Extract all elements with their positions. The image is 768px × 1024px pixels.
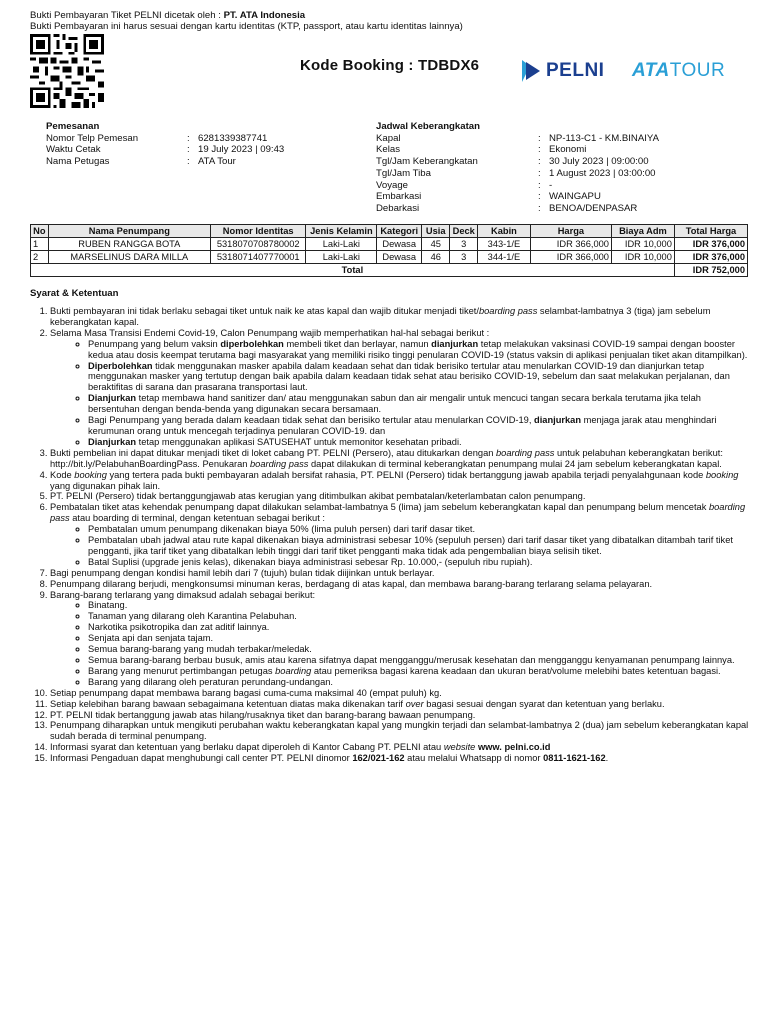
pemesanan-section <box>46 121 284 168</box>
pemesanan-row <box>46 133 284 145</box>
pemesanan-value: ATA Tour <box>198 156 236 168</box>
separator: : <box>538 202 541 214</box>
term-item: 8. Penumpang dilarang berjudi, mengkonsumsi minuman keras, berdagang di atas kapal, dan membawa barang-barang terlarang selama pelayaran. <box>50 579 750 590</box>
cell-admin-fee: IDR 10,000 <box>611 251 674 264</box>
total-label: Total <box>31 264 675 277</box>
cell-admin-fee: IDR 10,000 <box>611 238 674 251</box>
jadwal-value: WAINGAPU <box>549 191 601 203</box>
separator: : <box>538 156 541 168</box>
jadwal-section <box>376 121 659 215</box>
sub-term-item: ◦ Dianjurkan tetap membawa hand sanitizer dan/ atau menggunakan sabun dan air mengalir untuk mencuci tangan secara berkala terutama jika telah bersentuhan dengan benda-benda yang digunakan secara bersamaan. <box>88 393 750 415</box>
whatsapp-number: 0811-1621-162 <box>543 753 606 764</box>
term-item: 13. Penumpang diharapkan untuk mengikuti perubahan waktu keberangkatan kapal yang mungkin terjadi dan selambat-lambatnya 2 (dua) jam sebelum keberangkatan kapal sudah berada di terminal penumpang. <box>50 720 750 742</box>
table-row <box>31 251 748 264</box>
separator: : <box>538 191 541 203</box>
col-header-cabin: Kabin <box>478 225 531 238</box>
jadwal-row <box>376 168 659 180</box>
term-item: 14. Informasi syarat dan ketentuan yang berlaku dapat diperoleh di Kantor Cabang PT. PELNI atau website www. pelni.co.id <box>50 742 750 753</box>
term-item: 9. Barang-barang terlarang yang dimaksud adalah sebagai berikut: ◦ Binatang. ◦ Tanaman yang dilarang oleh Karantina Pelabuhan. ◦ Narkotika psikotropika dan zat aditif lainnya. ◦ Senjata api dan senjata tajam. ◦ Semua barang-barang yang mudah terbakar/meledak. ◦ Semua barang-barang berbau busuk, amis atau karena sifatnya dapat mengganggu/merusak kesehatan dan mengganggu kenyamanan penumpang lainnya. ◦ Barang yang menurut pertimbangan petugas boarding atau pemeriksa bagasi karena keadaan dan ukuran berat/volume melebihi bates ketentuan bagasi. ◦ Barang yang dilarang oleh peraturan perundang-undangan. <box>50 590 750 688</box>
cell-age: 45 <box>422 238 450 251</box>
sub-term-item: ◦ Barang yang menurut pertimbangan petugas boarding atau pemeriksa bagasi karena keadaan dan ukuran berat/volume melebihi bates ketentuan bagasi. <box>88 666 750 677</box>
booking-code: Kode Booking : TDBDX6 <box>300 57 480 74</box>
jadwal-row <box>376 133 659 145</box>
term-item: 15. Informasi Pengaduan dapat menghubungi call center PT. PELNI dinomor 162/021-162 atau melalui Whatsapp di nomor 0811-1621-162. <box>50 753 750 764</box>
jadwal-value: Ekonomi <box>549 144 587 156</box>
passenger-table <box>30 224 748 277</box>
printed-by-company: PT. ATA Indonesia <box>223 10 306 21</box>
cell-gender: Laki-Laki <box>306 238 377 251</box>
sub-term-item: ◦ Tanaman yang dilarang oleh Karantina Pelabuhan. <box>88 611 750 622</box>
sub-term-item: ◦ Bagi Penumpang yang berada dalam keadaan tidak sehat dan berisiko tertular atau menularkan COVID-19, dianjurkan menjaga jarak atau menghindari kerumunan orang untuk mencegah terjadinya penularan COVID-19. dan <box>88 415 750 437</box>
term-item: 10. Setiap penumpang dapat membawa barang bagasi cuma-cuma maksimal 40 (empat puluh) kg. <box>50 688 750 699</box>
col-header-name: Nama Penumpang <box>48 225 210 238</box>
cell-name: MARSELINUS DARA MILLA <box>48 251 210 264</box>
jadwal-value: - <box>549 179 553 191</box>
pemesanan-label: Nama Petugas <box>46 156 110 168</box>
separator: : <box>538 144 541 156</box>
sub-term-item: ◦ Pembatalan umum penumpang dikenakan biaya 50% (lima puluh persen) dari tarif dasar tiket. <box>88 524 750 535</box>
pemesanan-value: 6281339387741 <box>198 132 268 144</box>
sub-term-item: ◦ Batal Suplisi (upgrade jenis kelas), dikenakan biaya administrasi sebesar Rp. 10.000,- (sepuluh ribu rupiah). <box>88 557 750 568</box>
jadwal-label: Kelas <box>376 144 400 156</box>
term-item: 7. Bagi penumpang dengan kondisi hamil lebih dari 7 (tujuh) bulan tidak diijinkan untuk berlayar. <box>50 568 750 579</box>
pelni-emblem-icon <box>520 58 542 84</box>
ata-logo-text: ATA <box>632 60 670 81</box>
term-item: 12. PT. PELNI tidak bertanggung jawab atas hilang/rusaknya tiket dan barang-barang bawaan penumpang. <box>50 710 750 721</box>
cell-deck: 3 <box>450 251 478 264</box>
jadwal-row <box>376 203 659 215</box>
jadwal-value: BENOA/DENPASAR <box>549 202 638 214</box>
jadwal-row <box>376 144 659 156</box>
pemesanan-title: Pemesanan <box>46 121 100 132</box>
sub-term-item: ◦ Barang yang dilarang oleh peraturan perundang-undangan. <box>88 677 750 688</box>
jadwal-row <box>376 180 659 192</box>
pemesanan-label: Waktu Cetak <box>46 144 101 156</box>
separator: : <box>538 167 541 179</box>
jadwal-row <box>376 156 659 168</box>
jadwal-row <box>376 191 659 203</box>
cell-name: RUBEN RANGGA BOTA <box>48 238 210 251</box>
qr-code <box>30 34 104 108</box>
cell-category: Dewasa <box>377 238 422 251</box>
total-value: IDR 752,000 <box>674 264 747 277</box>
call-center-number: 162/021-162 <box>352 753 405 764</box>
col-header-price: Harga <box>530 225 611 238</box>
cell-id: 5318070708780002 <box>211 238 306 251</box>
table-header-row <box>31 225 748 238</box>
table-row <box>31 238 748 251</box>
cell-cabin: 344-1/E <box>478 251 531 264</box>
jadwal-label: Kapal <box>376 132 401 144</box>
table-total-row <box>31 264 748 277</box>
cell-id: 5318071407770001 <box>211 251 306 264</box>
term-item: 5. PT. PELNI (Persero) tidak bertanggungjawab atas kerugian yang ditimbulkan akibat pembatalan/keterlambatan calon penumpang. <box>50 491 750 502</box>
term-item: 2. Selama Masa Transisi Endemi Covid-19, Calon Penumpang wajib memperhatikan hal-hal sebagai berikut : ◦ Penumpang yang belum vaksin diperbolehkan membeli tiket dan berlayar, namun dianjurkan tetap melakukan vaksinasi COVID-19 sampai dengan booster kedua atau dosis keempat terutama bagi masyarakat yang memiliki risiko tinggi penularan COVID-19 (status vaksin di aplikasi penjualan tiket akan ditampilkan). ◦ Diperbolehkan tidak menggunakan masker apabila dalam keadaan sehat dan tidak berisiko tertular atau menularkan COVID-19 dan dianjurkan tetap menggunakan masker yang tertutup dengan baik apabila dalam keadaan tidak sehat atau berisiko COVID-19, sebelum dan saat melakukan perjalanan, dan beraktifitas di sarana dan prasarana transportasi laut. ◦ Dianjurkan tetap membawa hand sanitizer dan/ atau menggunakan sabun dan air mengalir untuk mencuci tangan secara berkala terutama jika telah bersentuhan dengan benda-benda yang digunakan secara bersamaan. ◦ Bagi Penumpang yang berada dalam keadaan tidak sehat dan berisiko tertular atau menularkan COVID-19, dianjurkan menjaga jarak atau menghindari kerumunan orang untuk mencegah terjadinya penularan COVID-19. dan ◦ Dianjurkan tetap menggunakan aplikasi SATUSEHAT untuk memonitor kesehatan pribadi. <box>50 328 750 448</box>
sub-term-item: ◦ Semua barang-barang berbau busuk, amis atau karena sifatnya dapat mengganggu/merusak kesehatan dan mengganggu kenyamanan penumpang lainnya. <box>88 655 750 666</box>
term-item: 3. Bukti pembelian ini dapat ditukar menjadi tiket di loket cabang PT. PELNI (Persero), atau ditukarkan dengan boarding pass untuk pelabuhan keberangkatan berikut: http://bit.ly/PelabuhanBoardingPass. Penukaran boarding pass dapat dilakukan di terminal keberangkatan penumpang mulai 24 jam sebelum keberangkatan kapal. <box>50 448 750 470</box>
sub-term-item: ◦ Dianjurkan tetap menggunakan aplikasi SATUSEHAT untuk memonitor kesehatan pribadi. <box>88 437 750 448</box>
sub-term-item: ◦ Penumpang yang belum vaksin diperbolehkan membeli tiket dan berlayar, namun dianjurkan tetap melakukan vaksinasi COVID-19 sampai dengan booster kedua atau dosis keempat terutama bagi masyarakat yang memiliki risiko tinggi penularan COVID-19 (status vaksin di aplikasi penjualan tiket akan ditampilkan). <box>88 339 750 361</box>
sub-term-item: ◦ Binatang. <box>88 600 750 611</box>
cell-age: 46 <box>422 251 450 264</box>
jadwal-label: Voyage <box>376 179 409 191</box>
cell-total: IDR 376,000 <box>674 238 747 251</box>
jadwal-label: Tgl/Jam Tiba <box>376 167 431 179</box>
jadwal-value: NP-113-C1 - KM.BINAIYA <box>549 132 659 144</box>
term-item: 4. Kode booking yang tertera pada bukti pembayaran adalah bersifat rahasia, PT. PELNI (Persero) tidak bertanggung jawab apabila terjadi penyalahgunaan kode booking yang digunakan pihak lain. <box>50 470 750 492</box>
jadwal-value: 1 August 2023 | 03:00:00 <box>549 167 656 179</box>
pelni-logo <box>520 56 604 86</box>
col-header-admin-fee: Biaya Adm <box>611 225 674 238</box>
cell-cabin: 343-1/E <box>478 238 531 251</box>
sub-term-item: ◦ Semua barang-barang yang mudah terbakar/meledak. <box>88 644 750 655</box>
jadwal-label: Tgl/Jam Keberangkatan <box>376 156 478 168</box>
separator: : <box>538 179 541 191</box>
cell-no: 2 <box>31 251 49 264</box>
terms-title: Syarat & Ketentuan <box>30 288 119 299</box>
separator: : <box>187 132 190 144</box>
pemesanan-row <box>46 144 284 156</box>
term-item: 6. Pembatalan tiket atas kehendak penumpang dapat dilakukan selambat-lambatnya 5 (lima) jam sebelum keberangkatan kapal dan penumpang belum mencetak boarding pass atau boarding di terminal, dengan ketentuan sebagai berikut : ◦ Pembatalan umum penumpang dikenakan biaya 50% (lima puluh persen) dari tarif dasar tiket. ◦ Pembatalan ubah jadwal atau rute kapal dikenakan biaya administrasi sebesar 10% (sepuluh persen) dari tarif dasar tiket yang dibatalkan ditambah tarif tiket pengganti, jika tarif tiket yang dibatalkan lebih tinggi dari tarif tiket pengganti maka tidak ada pengembalian biaya selisih tiket. ◦ Batal Suplisi (upgrade jenis kelas), dikenakan biaya administrasi sebesar Rp. 10.000,- (sepuluh ribu rupiah). <box>50 502 750 567</box>
pelni-logo-text: PELNI <box>546 60 605 81</box>
ata-tour-logo <box>632 60 725 82</box>
cell-deck: 3 <box>450 238 478 251</box>
sub-term-item: ◦ Pembatalan ubah jadwal atau rute kapal dikenakan biaya administrasi sebesar 10% (sepuluh persen) dari tarif dasar tiket yang dibatalkan ditambah tarif tiket pengganti, jika tarif tiket yang dibatalkan lebih tinggi dari tarif tiket pengganti maka tidak ada pengembalian biaya selisih tiket. <box>88 535 750 557</box>
jadwal-title: Jadwal Keberangkatan <box>376 121 480 132</box>
separator: : <box>187 144 190 156</box>
tour-logo-text: TOUR <box>669 60 726 81</box>
sub-term-item: ◦ Diperbolehkan tidak menggunakan masker apabila dalam keadaan sehat dan tidak berisiko tertular atau menularkan COVID-19 dan dianjurkan tetap menggunakan masker yang tertutup dengan baik apabila dalam keadaan tidak sehat atau berisiko COVID-19, sebelum dan saat melakukan perjalanan, dan beraktifitas di sarana dan prasarana transportasi laut. <box>88 361 750 394</box>
pelni-website-link: www. pelni.co.id <box>477 742 551 753</box>
cell-gender: Laki-Laki <box>306 251 377 264</box>
col-header-no: No <box>31 225 49 238</box>
jadwal-label: Debarkasi <box>376 202 420 214</box>
col-header-total: Total Harga <box>674 225 747 238</box>
col-header-id: Nomor Identitas <box>211 225 306 238</box>
sub-term-item: ◦ Senjata api dan senjata tajam. <box>88 633 750 644</box>
pemesanan-value: 19 July 2023 | 09:43 <box>198 144 285 156</box>
cell-no: 1 <box>31 238 49 251</box>
col-header-age: Usia <box>422 225 450 238</box>
printed-by-line: Bukti Pembayaran Tiket PELNI dicetak oleh : PT. ATA Indonesia <box>30 10 306 21</box>
term-item: 11. Setiap kelebihan barang bawaan sebagaimana ketentuan diatas maka dikenakan tarif over bagasi sesuai dengan syarat dan ketentuan yang berlaku. <box>50 699 750 710</box>
sub-term-item: ◦ Narkotika psikotropika dan zat aditif lainnya. <box>88 622 750 633</box>
jadwal-label: Embarkasi <box>376 191 422 203</box>
terms-list <box>30 306 750 764</box>
identity-notice: Bukti Pembayaran ini harus sesuai dengan kartu identitas (KTP, passport, atau kartu identitas lainnya) <box>30 21 463 32</box>
col-header-category: Kategori <box>377 225 422 238</box>
cell-total: IDR 376,000 <box>674 251 747 264</box>
cell-category: Dewasa <box>377 251 422 264</box>
pemesanan-label: Nomor Telp Pemesan <box>46 132 139 144</box>
col-header-deck: Deck <box>450 225 478 238</box>
jadwal-value: 30 July 2023 | 09:00:00 <box>549 156 649 168</box>
pemesanan-row <box>46 156 284 168</box>
separator: : <box>538 132 541 144</box>
cell-price: IDR 366,000 <box>530 251 611 264</box>
term-item: 1. Bukti pembayaran ini tidak berlaku sebagai tiket untuk naik ke atas kapal dan wajib ditukar menjadi tiket/boarding pass selambat-lambatnya 3 (tiga) jam sebelum keberangkatan kapal. <box>50 306 750 328</box>
col-header-gender: Jenis Kelamin <box>306 225 377 238</box>
cell-price: IDR 366,000 <box>530 238 611 251</box>
separator: : <box>187 156 190 168</box>
